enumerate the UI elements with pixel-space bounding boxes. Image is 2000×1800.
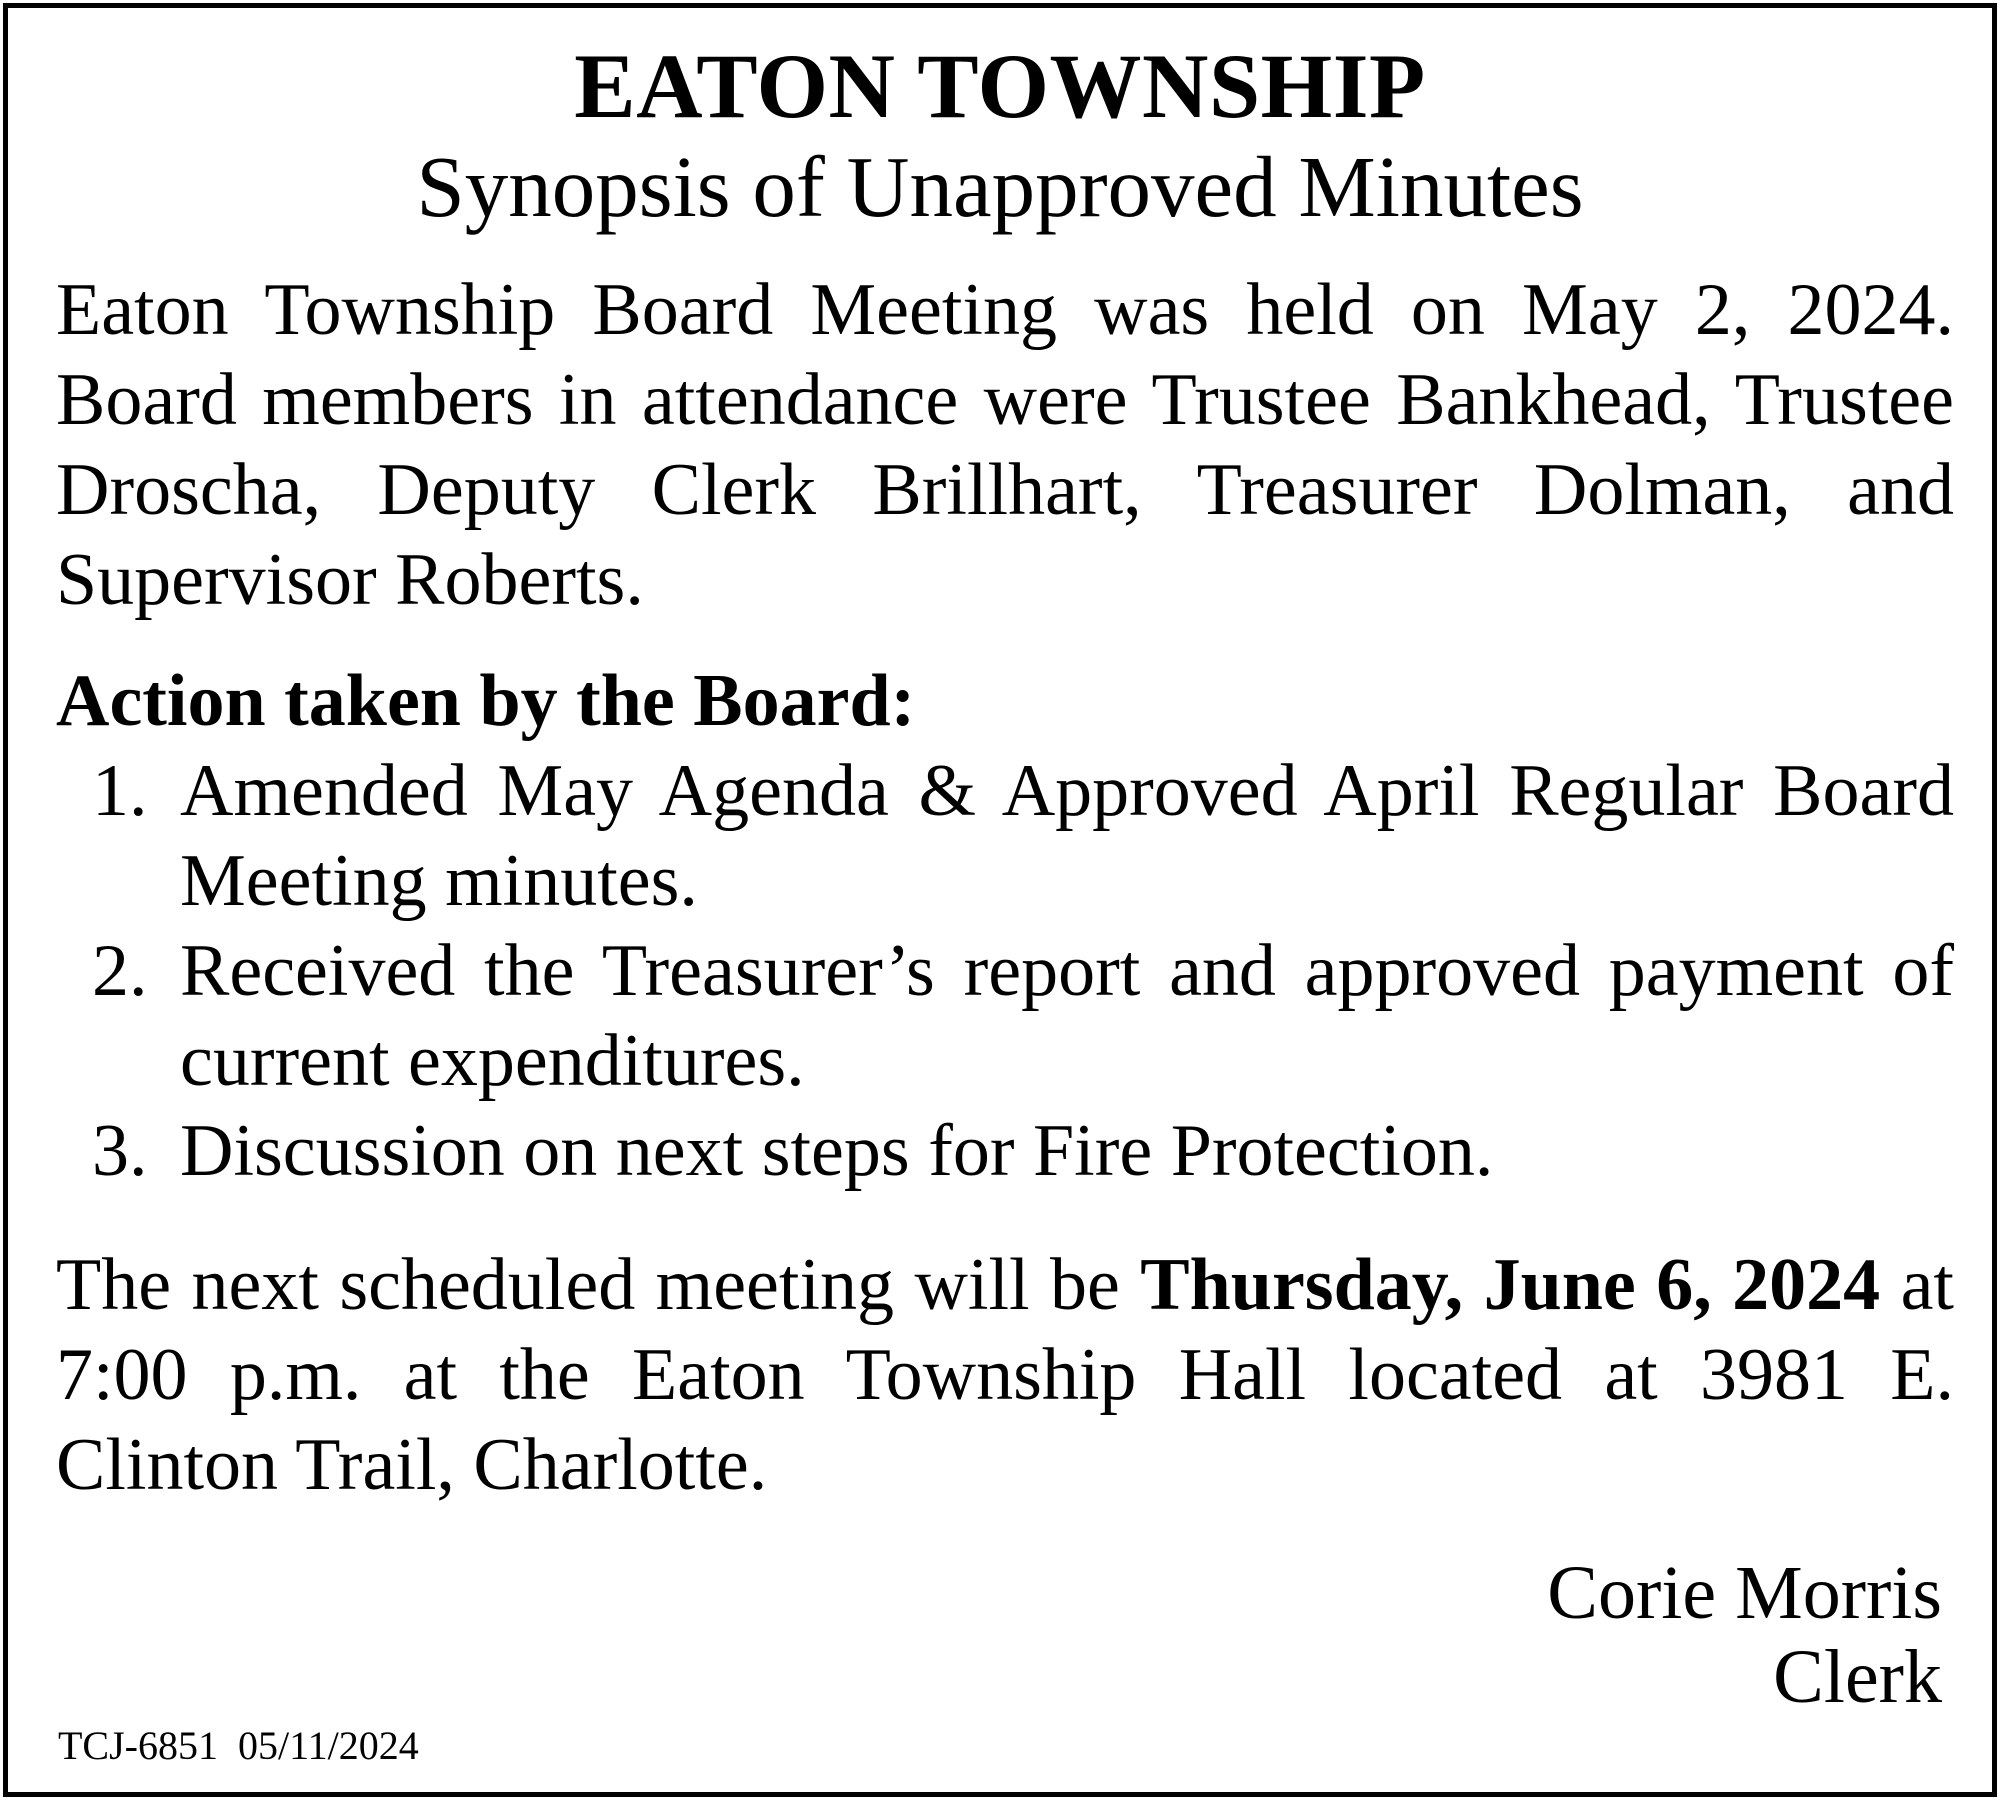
list-item-text: Received the Treasurer’s report and approved payment of current expenditures. bbox=[180, 930, 1954, 1102]
next-meeting-trailing: at 7:00 p.m. at the Eaton Township Hall located at 3981 E. Clinton Trail, Charlotte. bbox=[56, 1244, 1954, 1506]
signature-title: Clerk bbox=[1773, 1635, 1942, 1719]
next-meeting-paragraph bbox=[56, 1240, 1954, 1510]
legal-notice-box bbox=[3, 3, 1997, 1797]
list-item-number: 2. bbox=[92, 930, 148, 1012]
list-item-number: 3. bbox=[92, 1110, 148, 1192]
list-item-text: Amended May Agenda & Approved April Regular Board Meeting minutes. bbox=[180, 750, 1954, 922]
list-item bbox=[56, 746, 1954, 926]
notice-title: EATON TOWNSHIP bbox=[574, 35, 1426, 137]
notice-subtitle: Synopsis of Unapproved Minutes bbox=[416, 138, 1584, 235]
next-meeting-lead: The next scheduled meeting will be bbox=[56, 1244, 1141, 1326]
list-item bbox=[56, 926, 1954, 1106]
list-item bbox=[56, 1106, 1954, 1196]
actions-list bbox=[56, 746, 1954, 1196]
next-meeting-date: Thursday, June 6, 2024 bbox=[1140, 1244, 1881, 1326]
list-item-number: 1. bbox=[92, 750, 148, 832]
signature-name: Corie Morris bbox=[1547, 1551, 1942, 1635]
list-item-text: Discussion on next steps for Fire Protection. bbox=[180, 1110, 1494, 1192]
footer-reference: TCJ-6851 05/11/2024 bbox=[58, 1723, 419, 1768]
actions-heading: Action taken by the Board: bbox=[56, 660, 916, 742]
signature-block bbox=[1547, 1551, 1942, 1719]
intro-paragraph: Eaton Township Board Meeting was held on May 2, 2024. Board members in attendance were Trustee Bankhead, Trustee Droscha, Deputy Clerk Brillhart, Treasurer Dolman, and Supervisor Roberts. bbox=[56, 269, 1954, 621]
